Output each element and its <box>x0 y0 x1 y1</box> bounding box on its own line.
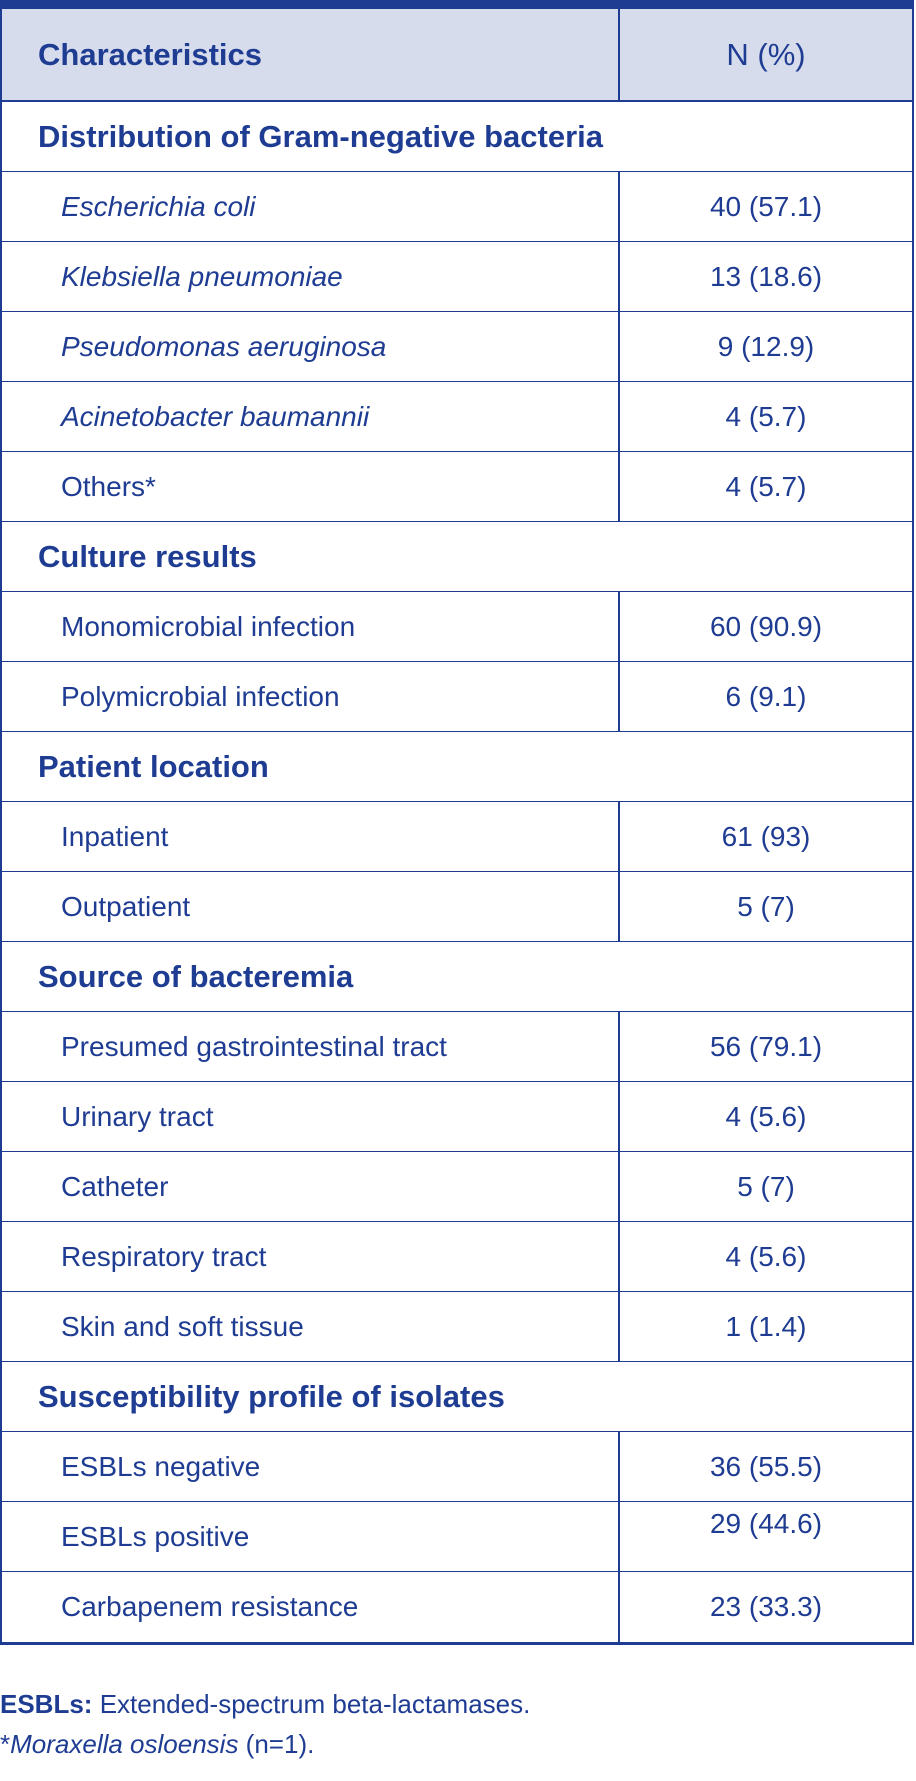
row-label: ESBLs negative <box>2 1432 620 1501</box>
row-value: 23 (33.3) <box>709 1591 823 1622</box>
row-value: 36 (55.5) <box>709 1450 823 1482</box>
row-value: 61 (93) <box>721 820 811 852</box>
row-label: Polymicrobial infection <box>2 662 620 731</box>
row-value: 4 (5.7) <box>725 470 807 502</box>
table-row <box>0 1152 914 1222</box>
footnote-esbl-text: Extended-spectrum beta-lactamases. <box>92 1689 531 1719</box>
row-label: Skin and soft tissue <box>2 1292 620 1361</box>
section-gram-negative: Distribution of Gram-negative bacteria <box>0 102 914 172</box>
header-n-percent: N (%) <box>726 36 806 72</box>
footnote-n: (n=1). <box>238 1729 315 1759</box>
table-row <box>0 172 914 242</box>
row-label: Monomicrobial infection <box>2 592 620 661</box>
table-row <box>0 382 914 452</box>
row-value: 5 (7) <box>737 890 795 922</box>
row-label: Presumed gastrointestinal tract <box>2 1012 620 1081</box>
table-row <box>0 242 914 312</box>
row-value: 13 (18.6) <box>709 260 823 292</box>
footnote-organism: Moraxella osloensis <box>10 1729 239 1759</box>
table-row <box>0 1502 914 1572</box>
table-row <box>0 1432 914 1502</box>
row-label: ESBLs positive <box>2 1502 620 1571</box>
row-label: Acinetobacter baumannii <box>2 382 620 451</box>
row-value: 4 (5.6) <box>725 1240 807 1272</box>
table-row <box>0 312 914 382</box>
table-row <box>0 1292 914 1362</box>
table-row <box>0 452 914 522</box>
row-label: Catheter <box>2 1152 620 1221</box>
section-source-bacteremia: Source of bacteremia <box>0 942 914 1012</box>
row-label: Outpatient <box>2 872 620 941</box>
table-row <box>0 1012 914 1082</box>
row-label: Escherichia coli <box>2 172 620 241</box>
row-value: 29 (44.6) <box>709 1508 823 1539</box>
row-value: 56 (79.1) <box>709 1030 823 1062</box>
footnote-esbl <box>0 1684 530 1724</box>
footnote-esbl-abbr: ESBLs: <box>0 1689 93 1719</box>
table-row <box>0 592 914 662</box>
header-characteristics: Characteristics <box>2 9 620 100</box>
row-label: Respiratory tract <box>2 1222 620 1291</box>
table-footnotes <box>0 1684 530 1764</box>
row-value: 60 (90.9) <box>709 610 823 642</box>
table-row <box>0 1082 914 1152</box>
row-value: 5 (7) <box>737 1170 795 1202</box>
row-value: 4 (5.7) <box>725 400 807 432</box>
row-value: 9 (12.9) <box>717 330 815 362</box>
table-row <box>0 1572 914 1642</box>
section-culture-results: Culture results <box>0 522 914 592</box>
row-value: 4 (5.6) <box>725 1100 807 1132</box>
row-label: Inpatient <box>2 802 620 871</box>
section-susceptibility: Susceptibility profile of isolates <box>0 1362 914 1432</box>
table-row <box>0 802 914 872</box>
row-label: Others* <box>2 452 620 521</box>
table-row <box>0 1222 914 1292</box>
row-label: Klebsiella pneumoniae <box>2 242 620 311</box>
section-patient-location: Patient location <box>0 732 914 802</box>
table-header-row <box>0 9 914 102</box>
row-label: Pseudomonas aeruginosa <box>2 312 620 381</box>
row-label: Urinary tract <box>2 1082 620 1151</box>
footnote-others <box>0 1724 530 1764</box>
table-row <box>0 872 914 942</box>
table-row <box>0 662 914 732</box>
row-label: Carbapenem resistance <box>2 1572 620 1642</box>
row-value: 1 (1.4) <box>725 1310 807 1342</box>
row-value: 6 (9.1) <box>725 680 807 712</box>
row-value: 40 (57.1) <box>709 190 823 222</box>
footnote-star: * <box>0 1729 11 1759</box>
